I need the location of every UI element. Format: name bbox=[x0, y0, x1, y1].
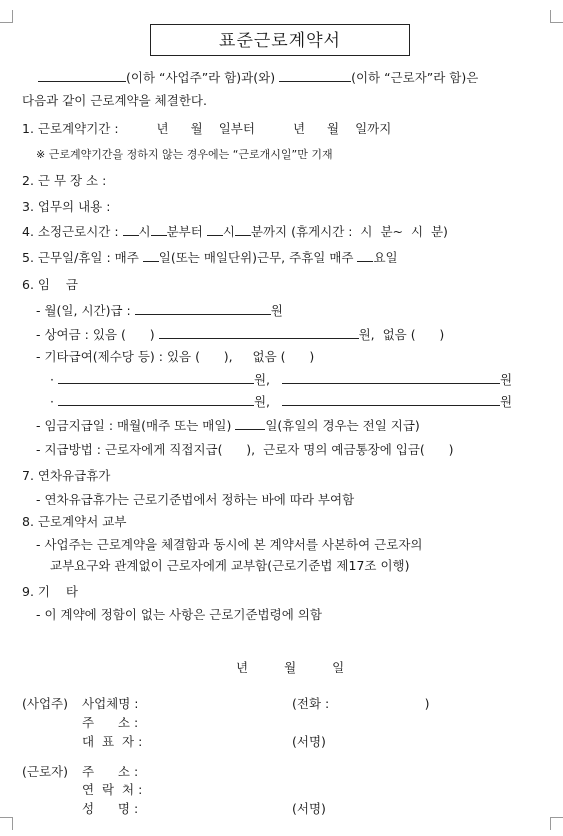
other-pay-row-2 bbox=[50, 392, 512, 410]
other-pay: - 기타급여(제수당 등) : 있음 ( ), 없음 ( ) bbox=[36, 349, 315, 364]
won-unit: 원, bbox=[253, 394, 271, 409]
year-label: 년 bbox=[156, 121, 169, 136]
employer-rep-label: 대 표 자 : bbox=[82, 734, 143, 749]
minute-from-unit: 분부터 bbox=[166, 224, 203, 239]
page-corner-mark bbox=[550, 10, 563, 23]
hour-blank[interactable] bbox=[207, 223, 223, 236]
minute-to-unit: 분까지 bbox=[250, 224, 288, 239]
bonus-won-none: 원, 없음 ( ) bbox=[358, 327, 445, 342]
employer-signature: (서명) bbox=[292, 734, 326, 749]
year-label: 년 bbox=[292, 121, 306, 136]
monthly-wage-label: - 월(일, 시간)급 : bbox=[36, 303, 131, 318]
from-label: 일부터 bbox=[218, 121, 255, 136]
bullet-dot: · bbox=[50, 394, 54, 409]
employer-phone: (전화 : ) bbox=[292, 696, 430, 711]
bonus-label: - 상여금 : 있음 ( ) bbox=[36, 327, 155, 342]
to-label: 일까지 bbox=[355, 121, 392, 136]
section-1-label: 1. 근로계약기간 : bbox=[22, 121, 119, 136]
bonus-blank[interactable] bbox=[159, 326, 359, 339]
payday-note: 일(휴일의 경우는 전일 지급) bbox=[265, 418, 420, 433]
section-1-note: ※ 근로계약기간을 정하지 않는 경우에는 “근로개시일”만 기재 bbox=[36, 148, 333, 161]
employer-company-label: 사업체명 : bbox=[82, 696, 139, 711]
month-label: 월 bbox=[190, 121, 203, 136]
day-label: 일 bbox=[332, 660, 345, 675]
document-title: 표준근로계약서 bbox=[150, 24, 410, 56]
section-5-text: 일(또는 매일단위)근무, 주휴일 매주 bbox=[158, 250, 354, 265]
intro-line-2: 다음과 같이 근로계약을 체결한다. bbox=[22, 93, 207, 108]
employer-address-label: 주 소 : bbox=[82, 715, 139, 730]
won-unit: 원 bbox=[270, 303, 283, 318]
section-4-label: 4. 소정근로시간 : bbox=[22, 224, 119, 239]
page-corner-mark bbox=[550, 817, 563, 830]
monthly-wage bbox=[36, 301, 283, 319]
month-label: 월 bbox=[284, 660, 297, 675]
allowance-blank[interactable] bbox=[58, 393, 254, 406]
bonus bbox=[36, 325, 444, 343]
section-8-text-1: - 사업주는 근로계약을 체결함과 동시에 본 계약서를 사본하여 근로자의 bbox=[36, 537, 423, 552]
bullet-dot: · bbox=[50, 372, 54, 387]
allowance-blank[interactable] bbox=[282, 371, 500, 384]
section-8-text-2: 교부요구와 관계없이 근로자에게 교부함(근로기준법 제17조 이행) bbox=[50, 558, 410, 573]
employer-tag: (사업주) bbox=[22, 696, 68, 711]
section-2-workplace: 2. 근 무 장 소 : bbox=[22, 173, 107, 188]
worker-address-label: 주 소 : bbox=[82, 764, 139, 779]
section-8-delivery: 8. 근로계약서 교부 bbox=[22, 514, 127, 529]
month-label: 월 bbox=[327, 121, 340, 136]
minute-blank[interactable] bbox=[235, 223, 251, 236]
weekday-blank[interactable] bbox=[357, 249, 373, 262]
section-1-period bbox=[22, 119, 391, 137]
page-corner-mark bbox=[0, 817, 13, 830]
minute-blank[interactable] bbox=[151, 223, 167, 236]
weekday-unit: 요일 bbox=[373, 250, 398, 265]
section-4-hours bbox=[22, 222, 448, 240]
payday bbox=[36, 416, 420, 434]
intro-line-1 bbox=[38, 68, 478, 86]
hour-blank[interactable] bbox=[123, 223, 139, 236]
page-corner-mark bbox=[0, 10, 13, 23]
section-9-other: 9. 기 타 bbox=[22, 584, 78, 599]
worker-contact-label: 연 락 처 : bbox=[82, 782, 143, 797]
break-time: (휴게시간 : 시 분~ 시 분) bbox=[291, 224, 448, 239]
intro-employer-text: (이하 “사업주”라 함)과(와) bbox=[126, 70, 276, 85]
allowance-blank[interactable] bbox=[282, 393, 500, 406]
worker-tag: (근로자) bbox=[22, 764, 68, 779]
section-6-wage: 6. 임 금 bbox=[22, 277, 78, 292]
section-5-label: 5. 근무일/휴일 : 매주 bbox=[22, 250, 139, 265]
won-unit: 원, bbox=[253, 372, 271, 387]
signing-date bbox=[236, 658, 344, 676]
hour-unit: 시 bbox=[222, 224, 235, 239]
won-unit: 원 bbox=[500, 394, 513, 409]
section-3-duties: 3. 업무의 내용 : bbox=[22, 199, 111, 214]
employer-blank[interactable] bbox=[38, 69, 126, 82]
other-pay-row-1 bbox=[50, 370, 512, 388]
days-blank[interactable] bbox=[143, 249, 159, 262]
worker-blank[interactable] bbox=[279, 69, 351, 82]
payday-label: - 임금지급일 : 매월(매주 또는 매일) bbox=[36, 418, 232, 433]
section-9-text: - 이 계약에 정함이 없는 사항은 근로기준법령에 의함 bbox=[36, 607, 322, 622]
allowance-blank[interactable] bbox=[58, 371, 254, 384]
intro-worker-text: (이하 “근로자”라 함)은 bbox=[351, 70, 479, 85]
worker-signature: (서명) bbox=[292, 801, 326, 816]
hour-unit: 시 bbox=[138, 224, 151, 239]
payday-blank[interactable] bbox=[235, 417, 265, 430]
section-7-leave: 7. 연차유급휴가 bbox=[22, 468, 111, 483]
worker-name-label: 성 명 : bbox=[82, 801, 139, 816]
section-7-text: - 연차유급휴가는 근로기준법에서 정하는 바에 따라 부여함 bbox=[36, 492, 355, 507]
payment-method: - 지급방법 : 근로자에게 직접지급( ), 근로자 명의 예금통장에 입금( ) bbox=[36, 442, 454, 457]
section-5-workdays bbox=[22, 248, 398, 266]
won-unit: 원 bbox=[500, 372, 513, 387]
year-label: 년 bbox=[236, 660, 249, 675]
wage-blank[interactable] bbox=[135, 302, 271, 315]
